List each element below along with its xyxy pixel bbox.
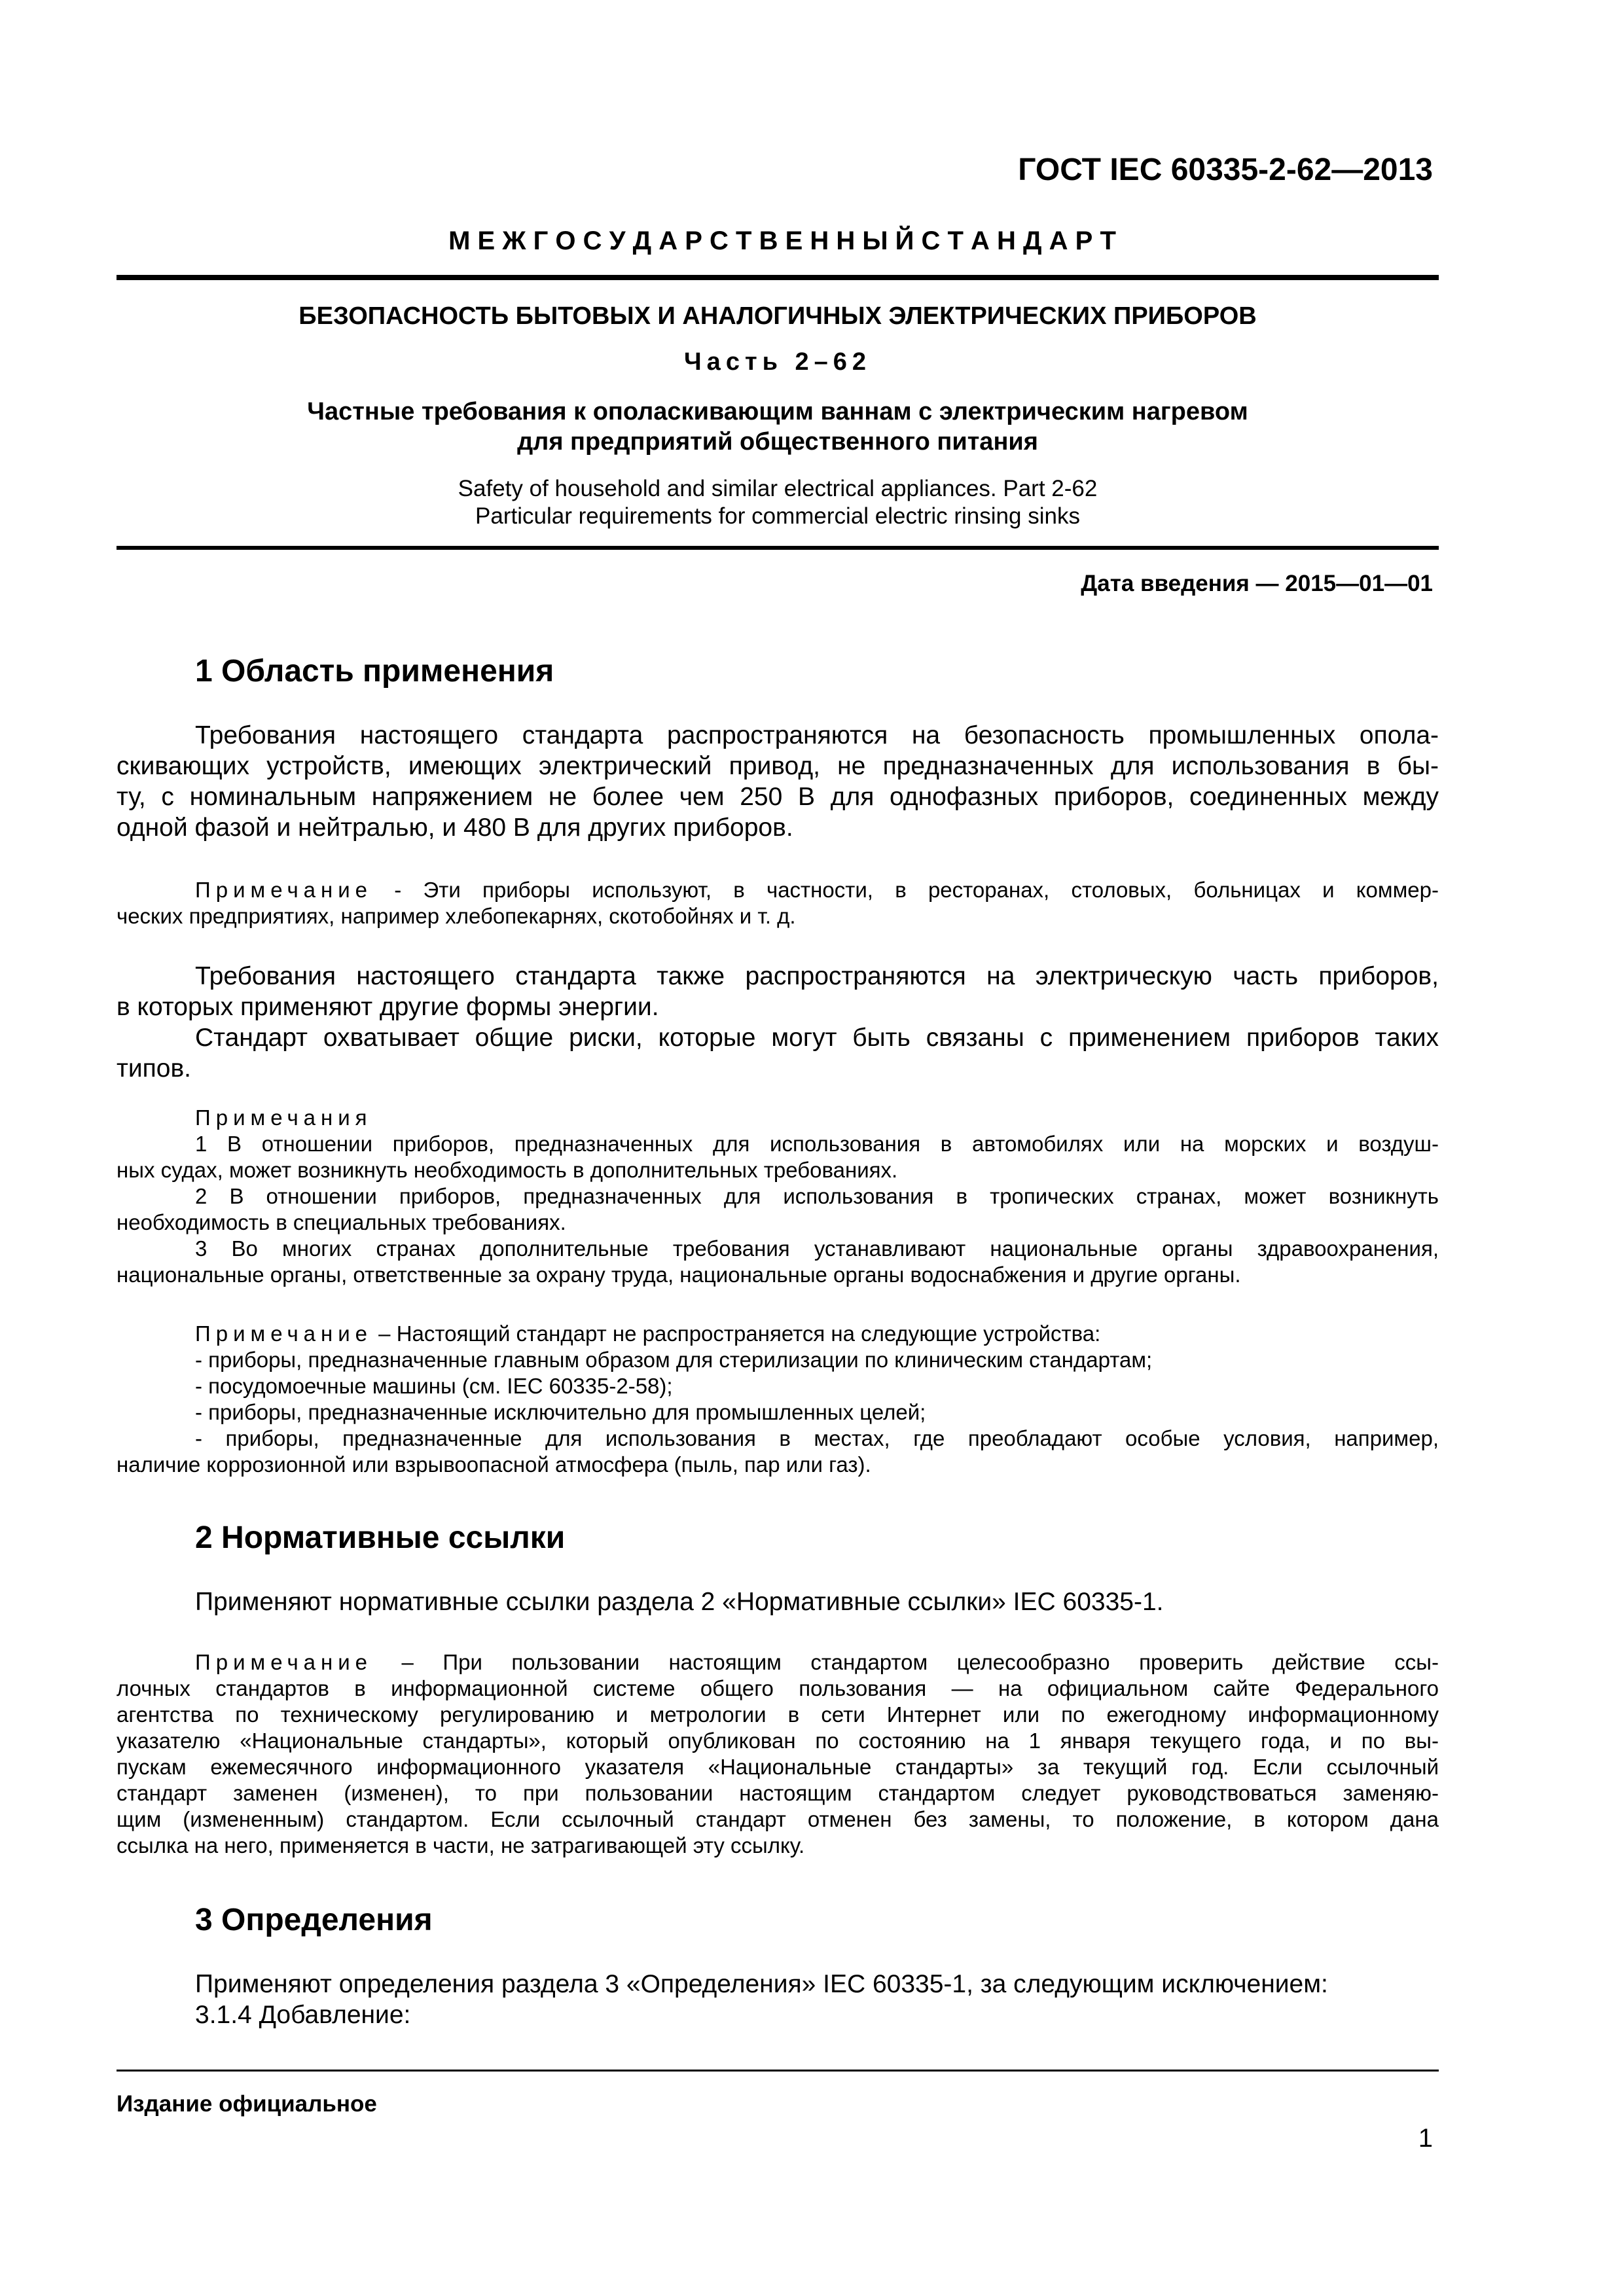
section-1-note-1: [117, 877, 1439, 929]
text-line: в которых применяют другие формы энергии.: [117, 993, 659, 1021]
section-3-paragraph: [117, 1969, 1439, 2030]
english-title: [117, 475, 1439, 530]
text-line: ту, с номинальным напряжением не более чем 250 В для однофазных приборов, соединенных между: [117, 783, 1439, 811]
text-line: Стандарт охватывает общие риски, которые могут быть связаны с применением приборов таких: [195, 1024, 1439, 1052]
note-text: - Эти приборы используют, в частности, в ресторанах, столовых, больницах и коммер-: [372, 878, 1439, 902]
section-1-note-2: [117, 1321, 1439, 1478]
text-line: Применяют нормативные ссылки раздела 2 «Нормативные ссылки» IEC 60335-1.: [195, 1588, 1164, 1616]
note-text: ссылка на него, применяется в части, не затрагивающей эту ссылку.: [117, 1833, 805, 1857]
note-text: 2 В отношении приборов, предназначенных для использования в тропических странах, может возникнуть: [195, 1184, 1439, 1208]
note-text: необходимость в специальных требованиях.: [117, 1210, 566, 1234]
section-1-notes: [117, 1105, 1439, 1288]
section-2-note: [117, 1649, 1439, 1859]
note-label: Примечание: [195, 1650, 373, 1674]
english-title-line: Safety of household and similar electrical appliances. Part 2-62: [458, 476, 1098, 501]
list-item: - приборы, предназначенные исключительно для промышленных целей;: [195, 1400, 926, 1424]
text-line: одной фазой и нейтралью, и 480 В для других приборов.: [117, 814, 793, 842]
note-text: указателю «Национальные стандарты», который опубликован по состоянию на 1 января текущего года, и по вы-: [117, 1729, 1439, 1753]
page-number: 1: [1418, 2124, 1433, 2153]
title-rule: [117, 546, 1439, 550]
part-label: Часть 2–62: [683, 348, 872, 376]
section-2-paragraph: [117, 1587, 1439, 1617]
standard-type-banner: М Е Ж Г О С У Д А Р С Т В Е Н Н Ы Й С Т А Н Д А Р Т: [448, 226, 1116, 255]
note-label: Примечание: [195, 878, 373, 902]
text-line: 3.1.4 Добавление:: [195, 2001, 411, 2029]
text-line: Требования настоящего стандарта также распространяются на электрическую часть приборов,: [195, 962, 1439, 990]
text-line: Требования настоящего стандарта распространяются на безопасность промышленных опола-: [195, 721, 1439, 749]
note-text: агентства по техническому регулированию и метрологии в сети Интернет или по ежегодному информационному: [117, 1702, 1439, 1727]
subtitle-line: для предприятий общественного питания: [517, 428, 1038, 456]
section-1-heading: 1 Область применения: [195, 654, 554, 689]
introduction-date: Дата введения — 2015—01—01: [1081, 571, 1433, 596]
list-item: - приборы, предназначенные главным образом для стерилизации по клиническим стандартам;: [195, 1348, 1153, 1372]
note-text: пускам ежемесячного информационного указателя «Национальные стандарты» за текущий год. Если ссылочный: [117, 1755, 1439, 1779]
list-item: - приборы, предназначенные для использования в местах, где преобладают особые условия, например,: [195, 1426, 1439, 1450]
text-line: типов.: [117, 1054, 192, 1083]
document-subtitle: [117, 397, 1439, 457]
text-line: скивающих устройств, имеющих электрический привод, не предназначенных для использования в бы-: [117, 752, 1439, 780]
section-1-paragraph-1: [117, 720, 1439, 843]
section-1-paragraph-2: [117, 961, 1439, 1084]
edition-label: Издание официальное: [117, 2091, 377, 2117]
note-text: 1 В отношении приборов, предназначенных для использования в автомобилях или на морских и воздуш-: [195, 1132, 1439, 1156]
list-item: - посудомоечные машины (см. IEC 60335-2-58);: [195, 1374, 673, 1398]
note-text: национальные органы, ответственные за охрану труда, национальные органы водоснабжения и другие органы.: [117, 1263, 1241, 1287]
list-item: наличие коррозионной или взрывоопасной атмосфера (пыль, пар или газ).: [117, 1452, 871, 1477]
note-text: 3 Во многих странах дополнительные требования устанавливают национальные органы здравоохранения,: [195, 1236, 1439, 1261]
note-text: стандарт заменен (изменен), то при пользовании настоящим стандартом следует руководствоваться заменяю-: [117, 1781, 1439, 1805]
english-title-line: Particular requirements for commercial electric rinsing sinks: [475, 503, 1080, 529]
note-text: щим (измененным) стандартом. Если ссылочный стандарт отменен без замены, то положение, в котором дана: [117, 1807, 1439, 1831]
notes-label: Примечания: [195, 1105, 372, 1130]
document-title: БЕЗОПАСНОСТЬ БЫТОВЫХ И АНАЛОГИЧНЫХ ЭЛЕКТРИЧЕСКИХ ПРИБОРОВ: [298, 302, 1257, 330]
note-text: – Настоящий стандарт не распространяется на следующие устройства:: [372, 1321, 1101, 1346]
header-rule: [117, 275, 1439, 280]
subtitle-line: Частные требования к ополаскивающим ваннам с электрическим нагревом: [307, 398, 1248, 425]
section-3-heading: 3 Определения: [195, 1903, 433, 1937]
note-text: ных судах, может возникнуть необходимость в дополнительных требованиях.: [117, 1158, 898, 1182]
note-text: – При пользовании настоящим стандартом целесообразно проверить действие ссы-: [372, 1650, 1439, 1674]
section-2-heading: 2 Нормативные ссылки: [195, 1520, 566, 1555]
text-line: Применяют определения раздела 3 «Определения» IEC 60335-1, за следующим исключением:: [195, 1970, 1328, 1998]
note-text: лочных стандартов в информационной системе общего пользования — на официальном сайте Федерального: [117, 1676, 1439, 1700]
note-label: Примечание: [195, 1321, 373, 1346]
footer-rule: [117, 2070, 1439, 2072]
standard-code: ГОСТ IEC 60335-2-62—2013: [1018, 152, 1433, 187]
note-text: ческих предприятиях, например хлебопекарнях, скотобойнях и т. д.: [117, 904, 796, 928]
